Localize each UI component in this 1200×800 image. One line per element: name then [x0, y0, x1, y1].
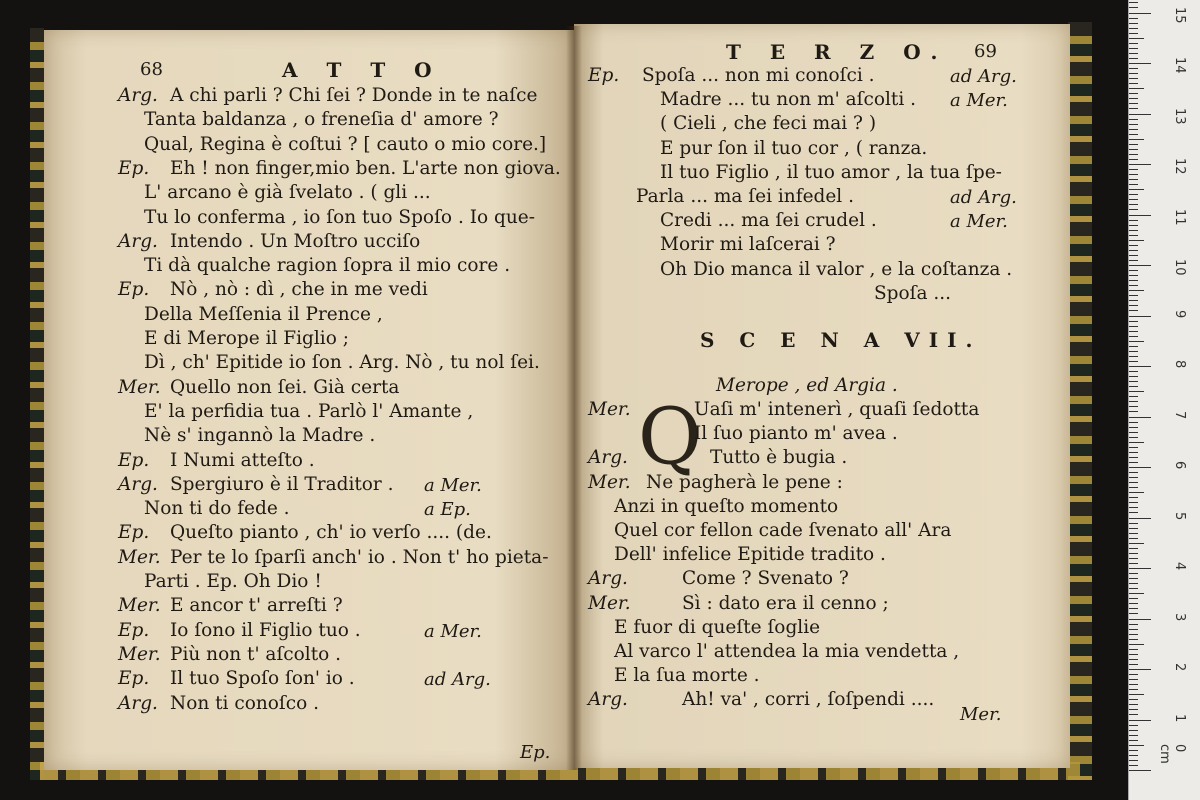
- catchword: Ep.: [520, 742, 551, 763]
- ruler-tick: [1129, 305, 1138, 306]
- ruler-tick: [1129, 103, 1138, 104]
- ruler-label: 13: [1172, 107, 1187, 125]
- ruler-tick: [1129, 98, 1138, 99]
- book-gutter: [566, 26, 582, 770]
- ruler-tick: [1129, 114, 1151, 115]
- verse-line: Nò , nò : dì , che in me vedi: [170, 279, 428, 301]
- ruler-tick: [1129, 194, 1138, 195]
- measuring-ruler: [1128, 0, 1200, 800]
- ruler-tick: [1129, 760, 1138, 761]
- running-head: A T T O: [282, 58, 443, 82]
- ruler-label: 0 cm: [1157, 744, 1187, 764]
- speaker-label: Arg.: [118, 85, 158, 106]
- ruler-label: 1: [1172, 713, 1187, 722]
- ruler-tick: [1129, 215, 1151, 216]
- verse-line: Anzi in queſto momento: [614, 495, 839, 517]
- ruler-tick: [1129, 179, 1138, 180]
- ruler-tick: [1129, 396, 1138, 397]
- verse-line: Uaſi m' intenerì , quaſi ſedotta: [694, 399, 980, 420]
- speaker-label: Arg.: [588, 689, 628, 711]
- ruler-tick: [1129, 139, 1144, 140]
- verse-line: Ti dà qualche ragion ſopra il mio core .: [144, 255, 511, 277]
- ruler-tick: [1129, 730, 1138, 731]
- ruler-tick: [1129, 411, 1138, 412]
- ruler-tick: [1129, 381, 1138, 382]
- ruler-tick: [1129, 568, 1151, 569]
- verse-line: E fuor di queſte ſoglie: [614, 616, 821, 638]
- verse-line: Qual, Regina è coſtui ? [ cauto o mio core.]: [144, 133, 547, 155]
- verse-line: ( Cieli , che feci mai ? ): [660, 113, 877, 135]
- right-page: [574, 24, 1070, 768]
- ruler-tick: [1129, 442, 1144, 443]
- verse-line: Spoſa ... non mi conoſci .: [642, 65, 875, 86]
- speaker-label: Arg.: [118, 230, 158, 252]
- ruler-tick: [1129, 356, 1138, 357]
- ruler-tick: [1129, 654, 1138, 655]
- speaker-label: Ep.: [118, 522, 150, 544]
- ruler-tick: [1129, 553, 1138, 554]
- ruler-label: 3: [1172, 612, 1187, 621]
- ruler-tick: [1129, 487, 1138, 488]
- ruler-tick: [1129, 406, 1138, 407]
- ruler-tick: [1129, 765, 1138, 766]
- ruler-label: 2: [1172, 663, 1187, 672]
- ruler-tick: [1129, 391, 1144, 392]
- verse-line: Madre ... tu non m' aſcolti .: [660, 89, 917, 111]
- ruler-label: 6: [1172, 461, 1187, 470]
- stage-direction: a Ep.: [424, 499, 471, 521]
- verse-line: Tu lo conferma , io ſon tuo Spoſo . Io que-: [144, 206, 535, 228]
- ruler-tick: [1129, 659, 1138, 660]
- ruler-tick: [1129, 619, 1151, 620]
- ruler-tick: [1129, 18, 1138, 19]
- ruler-label: 4: [1172, 562, 1187, 571]
- ruler-label: 15: [1172, 6, 1187, 24]
- verse-line: Quel cor fellon cade ſvenato all' Ara: [614, 520, 952, 541]
- ruler-tick: [1129, 417, 1151, 418]
- speaker-label: Ep.: [118, 668, 150, 690]
- ruler-tick: [1129, 300, 1138, 301]
- ruler-tick: [1129, 119, 1138, 120]
- running-head: T E R Z O.: [726, 40, 949, 64]
- scene-title: S C E N A VII.: [700, 328, 982, 352]
- verse-line: Come ? Svenato ?: [682, 568, 849, 590]
- ruler-tick: [1129, 699, 1138, 700]
- ruler-tick: [1129, 714, 1138, 715]
- ruler-tick: [1129, 528, 1138, 529]
- ruler-tick: [1129, 255, 1138, 256]
- speaker-label: Ep.: [118, 449, 150, 471]
- ruler-tick: [1129, 689, 1138, 690]
- marbled-cover-left: [30, 28, 44, 780]
- ruler-tick: [1129, 563, 1138, 564]
- ruler-tick: [1129, 588, 1138, 589]
- ruler-tick: [1129, 108, 1138, 109]
- ruler-tick: [1129, 164, 1151, 165]
- ruler-tick: [1129, 371, 1138, 372]
- ruler-tick: [1129, 204, 1138, 205]
- ruler-label: 5: [1172, 511, 1187, 520]
- ruler-tick: [1129, 169, 1138, 170]
- drop-cap: Q: [638, 392, 702, 482]
- ruler-tick: [1129, 538, 1138, 539]
- ruler-tick: [1129, 543, 1144, 544]
- ruler-label: 10: [1172, 259, 1187, 276]
- speaker-label: Ep.: [118, 157, 150, 179]
- speaker-label: Mer.: [118, 643, 161, 665]
- verse-line: Per te lo ſparſi anch' io . Non t' ho pieta-: [170, 546, 549, 568]
- ruler-tick: [1129, 593, 1144, 594]
- speaker-label: Mer.: [588, 399, 631, 420]
- ruler-tick: [1129, 225, 1138, 226]
- ruler-tick: [1129, 639, 1138, 640]
- ruler-tick: [1129, 316, 1151, 317]
- verse-line: Quello non ſei. Già certa: [170, 376, 400, 398]
- ruler-tick: [1129, 422, 1138, 423]
- verse-line: E di Merope il Figlio ;: [144, 328, 349, 349]
- stage-direction: ad Arg.: [950, 187, 1017, 208]
- verse-line: Dì , ch' Epitide io ſon . Arg. Nò , tu nol ſei.: [144, 352, 540, 374]
- verse-line: Tanta baldanza , o freneſia d' amore ?: [144, 109, 499, 131]
- ruler-tick: [1129, 608, 1138, 609]
- ruler-tick: [1129, 58, 1138, 59]
- ruler-tick: [1129, 7, 1138, 8]
- verse-line: Morir mi laſcerai ?: [660, 234, 836, 256]
- ruler-tick: [1129, 507, 1138, 508]
- ruler-tick: [1129, 13, 1151, 14]
- ruler-tick: [1129, 361, 1138, 362]
- speaker-label: Ep.: [588, 65, 620, 86]
- speaker-label: Arg.: [118, 473, 158, 495]
- verse-line: Oh Dio manca il valor , e la coſtanza .: [660, 258, 1013, 280]
- scene-persons: Merope , ed Argia .: [716, 375, 898, 396]
- ruler-tick: [1129, 33, 1138, 34]
- verse-line: Parti . Ep. Oh Dio !: [144, 571, 322, 592]
- verse-line: E la ſua morte .: [614, 665, 760, 687]
- ruler-tick: [1129, 447, 1138, 448]
- ruler-tick: [1129, 512, 1138, 513]
- verse-line: Più non t' aſcolto .: [170, 643, 342, 665]
- ruler-tick: [1129, 629, 1138, 630]
- stage-direction: a Mer.: [424, 620, 482, 642]
- verse-line: Sì : dato era il cenno ;: [682, 592, 889, 614]
- ruler-tick: [1129, 270, 1138, 271]
- verse-line: Non ti do fede .: [144, 498, 290, 520]
- speaker-label: Ep.: [118, 619, 150, 641]
- ruler-tick: [1129, 235, 1138, 236]
- ruler-tick: [1129, 720, 1151, 721]
- ruler-tick: [1129, 154, 1138, 155]
- verse-line: Tutto è bugia .: [710, 447, 848, 469]
- ruler-tick: [1129, 341, 1144, 342]
- speaker-label: Mer.: [118, 546, 161, 568]
- ruler-label: 12: [1172, 158, 1187, 175]
- ruler-tick: [1129, 310, 1138, 311]
- ruler-tick: [1129, 492, 1144, 493]
- ruler-tick: [1129, 482, 1138, 483]
- ruler-tick: [1129, 386, 1138, 387]
- ruler-tick: [1129, 472, 1138, 473]
- speaker-label: Mer.: [118, 595, 161, 617]
- ruler-tick: [1129, 477, 1138, 478]
- ruler-tick: [1129, 174, 1138, 175]
- verse-line: Ah! va' , corri , ſoſpendi ....: [682, 689, 935, 711]
- verse-line: Spoſa ...: [874, 282, 952, 304]
- ruler-tick: [1129, 83, 1138, 84]
- ruler-tick: [1129, 28, 1138, 29]
- ruler-tick: [1129, 149, 1138, 150]
- ruler-tick: [1129, 583, 1138, 584]
- ruler-tick: [1129, 240, 1144, 241]
- ruler-tick: [1129, 144, 1138, 145]
- ruler-tick: [1129, 250, 1138, 251]
- speaker-label: Arg.: [588, 568, 628, 590]
- verse-line: Ne pagherà le pene :: [646, 471, 843, 493]
- ruler-tick: [1129, 502, 1138, 503]
- stage-direction: a Mer.: [950, 90, 1008, 112]
- ruler-tick: [1129, 679, 1138, 680]
- ruler-tick: [1129, 134, 1138, 135]
- ruler-tick: [1129, 366, 1151, 367]
- ruler-tick: [1129, 558, 1138, 559]
- ruler-tick: [1129, 129, 1138, 130]
- ruler-tick: [1129, 603, 1138, 604]
- verse-line: Io ſono il Figlio tuo .: [170, 619, 361, 641]
- ruler-tick: [1129, 755, 1138, 756]
- ruler-tick: [1129, 735, 1138, 736]
- ruler-tick: [1129, 573, 1138, 574]
- ruler-tick: [1129, 518, 1151, 519]
- verse-line: Queſto pianto , ch' io verſo .... (de.: [170, 522, 492, 544]
- ruler-tick: [1129, 634, 1138, 635]
- ruler-tick: [1129, 290, 1144, 291]
- ruler-tick: [1129, 48, 1138, 49]
- ruler-tick: [1129, 199, 1138, 200]
- ruler-tick: [1129, 740, 1138, 741]
- ruler-tick: [1129, 285, 1138, 286]
- ruler-tick: [1129, 649, 1138, 650]
- ruler-tick: [1129, 2, 1138, 3]
- speaker-label: Arg.: [118, 692, 158, 714]
- ruler-tick: [1129, 88, 1144, 89]
- ruler-tick: [1129, 321, 1138, 322]
- ruler-tick: [1129, 523, 1138, 524]
- verse-line: A chi parli ? Chi ſei ? Donde in te naſce: [170, 85, 538, 106]
- ruler-tick: [1129, 709, 1138, 710]
- verse-line: Nè s' ingannò la Madre .: [144, 425, 376, 447]
- ruler-tick: [1129, 452, 1138, 453]
- ruler-tick: [1129, 230, 1138, 231]
- stage-direction: ad Arg.: [950, 66, 1017, 87]
- ruler-tick: [1129, 53, 1138, 54]
- ruler-tick: [1129, 548, 1138, 549]
- verse-line: Il tuo Figlio , il tuo amor , la tua ſpe-: [660, 161, 1002, 183]
- ruler-label: 14: [1172, 57, 1187, 74]
- ruler-tick: [1129, 68, 1138, 69]
- ruler-tick: [1129, 497, 1138, 498]
- ruler-tick: [1129, 275, 1138, 276]
- ruler-tick: [1129, 457, 1138, 458]
- speaker-label: Mer.: [118, 376, 161, 398]
- ruler-tick: [1129, 401, 1138, 402]
- ruler-tick: [1129, 624, 1138, 625]
- ruler-tick: [1129, 184, 1138, 185]
- speaker-label: Mer.: [588, 592, 631, 614]
- ruler-tick: [1129, 63, 1151, 64]
- ruler-tick: [1129, 664, 1138, 665]
- ruler-tick: [1129, 770, 1151, 771]
- ruler-tick: [1129, 725, 1138, 726]
- ruler-tick: [1129, 750, 1138, 751]
- ruler-tick: [1129, 209, 1138, 210]
- verse-line: Il ſuo pianto m' avea .: [694, 423, 898, 445]
- ruler-tick: [1129, 437, 1138, 438]
- verse-line: Dell' infelice Epitide tradito .: [614, 544, 886, 566]
- verse-line: Al varco l' attendea la mia vendetta ,: [614, 641, 960, 662]
- ruler-tick: [1129, 336, 1138, 337]
- page-number: 68: [140, 59, 163, 80]
- ruler-tick: [1129, 467, 1151, 468]
- page-number: 69: [974, 41, 997, 62]
- ruler-tick: [1129, 331, 1138, 332]
- ruler-tick: [1129, 694, 1144, 695]
- stage-direction: a Mer.: [424, 474, 482, 496]
- ruler-label: 11: [1172, 208, 1187, 226]
- ruler-tick: [1129, 432, 1138, 433]
- ruler-tick: [1129, 189, 1144, 190]
- speaker-label: Arg.: [588, 447, 628, 469]
- ruler-tick: [1129, 704, 1138, 705]
- ruler-tick: [1129, 674, 1138, 675]
- ruler-tick: [1129, 578, 1138, 579]
- ruler-tick: [1129, 159, 1138, 160]
- ruler-tick: [1129, 78, 1138, 79]
- verse-line: Spergiuro è il Traditor .: [170, 473, 394, 495]
- marbled-cover-right: [1068, 22, 1092, 780]
- ruler-tick: [1129, 295, 1138, 296]
- verse-line: Parla ... ma ſei infedel .: [636, 186, 854, 207]
- ruler-tick: [1129, 644, 1144, 645]
- ruler-tick: [1129, 38, 1144, 39]
- ruler-tick: [1129, 93, 1138, 94]
- ruler-tick: [1129, 326, 1138, 327]
- verse-line: Della Meſſenia il Prence ,: [144, 303, 383, 325]
- verse-line: Non ti conoſco .: [170, 692, 320, 714]
- stage-direction: ad Arg.: [424, 669, 491, 691]
- verse-line: E' la perfidia tua . Parlò l' Amante ,: [144, 400, 474, 422]
- ruler-tick: [1129, 669, 1151, 670]
- ruler-tick: [1129, 598, 1138, 599]
- verse-line: L' arcano è già ſvelato . ( gli ...: [144, 182, 431, 204]
- verse-line: E ancor t' arreſti ?: [170, 595, 343, 617]
- stage-direction: a Mer.: [950, 211, 1008, 233]
- speaker-label: Mer.: [588, 471, 631, 493]
- ruler-tick: [1129, 462, 1138, 463]
- ruler-tick: [1129, 73, 1138, 74]
- verse-line: E pur ſon il tuo cor , ( ranza.: [660, 137, 928, 159]
- catchword: Mer.: [960, 704, 1002, 725]
- ruler-tick: [1129, 245, 1138, 246]
- ruler-tick: [1129, 260, 1138, 261]
- ruler-label: 8: [1172, 360, 1187, 369]
- ruler-label: 9: [1172, 309, 1187, 318]
- ruler-tick: [1129, 124, 1138, 125]
- left-page: [44, 30, 574, 770]
- ruler-tick: [1129, 43, 1138, 44]
- speaker-label: Ep.: [118, 279, 150, 301]
- ruler-tick: [1129, 346, 1138, 347]
- verse-line: I Numi atteſto .: [170, 449, 315, 471]
- ruler-tick: [1129, 684, 1138, 685]
- verse-line: Intendo . Un Moſtro ucciſo: [170, 230, 421, 252]
- ruler-tick: [1129, 427, 1138, 428]
- ruler-label: 7: [1172, 410, 1187, 419]
- ruler-tick: [1129, 23, 1138, 24]
- ruler-tick: [1129, 745, 1144, 746]
- ruler-tick: [1129, 265, 1151, 266]
- verse-line: Credi ... ma ſei crudel .: [660, 210, 877, 232]
- verse-line: Eh ! non finger,mio ben. L'arte non giova.: [170, 157, 561, 179]
- verse-line: Il tuo Spoſo ſon' io .: [170, 668, 355, 690]
- ruler-tick: [1129, 613, 1138, 614]
- ruler-tick: [1129, 351, 1138, 352]
- ruler-tick: [1129, 220, 1138, 221]
- ruler-tick: [1129, 280, 1138, 281]
- ruler-tick: [1129, 533, 1138, 534]
- ruler-tick: [1129, 376, 1138, 377]
